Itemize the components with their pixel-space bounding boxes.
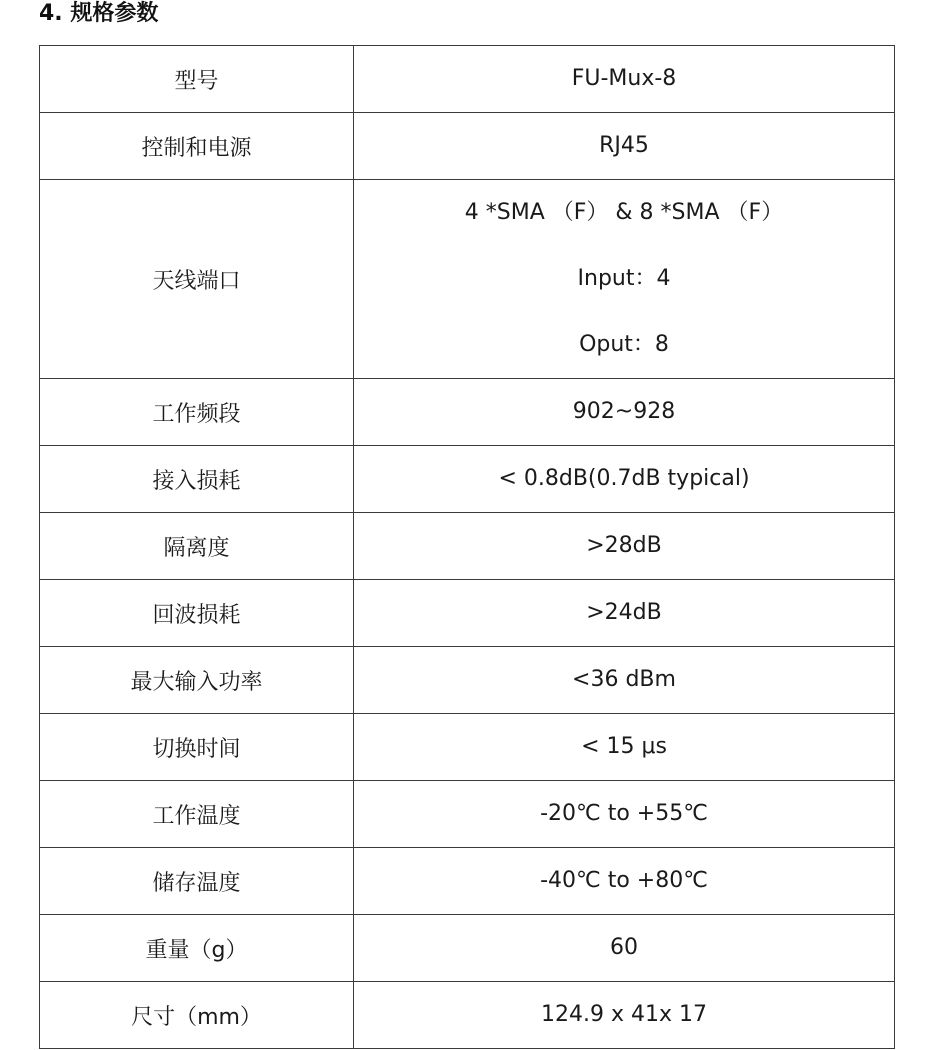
spec-value — [354, 647, 895, 714]
section-title: 4. 规格参数 — [39, 1, 159, 26]
spec-label: 最大输入功率 — [40, 647, 354, 714]
table-row — [40, 915, 895, 982]
spec-label: 隔离度 — [40, 513, 354, 580]
table-row — [40, 180, 895, 379]
spec-value-line: 4 *SMA （F） & 8 *SMA （F） — [464, 200, 784, 225]
spec-value — [354, 848, 895, 915]
table-row — [40, 781, 895, 848]
spec-value — [354, 180, 895, 379]
spec-label: 回波损耗 — [40, 580, 354, 647]
spec-value-line: FU-Mux-8 — [571, 66, 677, 91]
table-row — [40, 446, 895, 513]
spec-value — [354, 915, 895, 982]
table-row — [40, 848, 895, 915]
spec-value-line: >28dB — [586, 533, 662, 558]
spec-value — [354, 113, 895, 180]
spec-table — [39, 45, 895, 1049]
spec-value-line: <36 dBm — [572, 667, 676, 692]
spec-value — [354, 781, 895, 848]
table-row — [40, 113, 895, 180]
spec-value — [354, 446, 895, 513]
table-row — [40, 647, 895, 714]
spec-value-line: 124.9 x 41x 17 — [541, 1002, 707, 1027]
spec-label: 储存温度 — [40, 848, 354, 915]
spec-label: 接入损耗 — [40, 446, 354, 513]
spec-label: 重量（g） — [40, 915, 354, 982]
spec-value-line: < 0.8dB(0.7dB typical) — [498, 466, 750, 491]
spec-value-line: RJ45 — [599, 133, 649, 158]
spec-label: 控制和电源 — [40, 113, 354, 180]
table-row — [40, 46, 895, 113]
spec-label: 切换时间 — [40, 714, 354, 781]
spec-value — [354, 714, 895, 781]
spec-value-line: Oput：8 — [579, 332, 669, 357]
spec-value-line: 60 — [610, 935, 638, 960]
spec-label: 工作频段 — [40, 379, 354, 446]
table-row — [40, 379, 895, 446]
spec-label: 型号 — [40, 46, 354, 113]
spec-value-line: Input：4 — [577, 266, 671, 291]
spec-value — [354, 580, 895, 647]
spec-value-line: -40℃ to +80℃ — [540, 868, 708, 893]
table-row — [40, 580, 895, 647]
table-row — [40, 714, 895, 781]
table-row — [40, 513, 895, 580]
spec-value-line: -20℃ to +55℃ — [540, 801, 708, 826]
spec-value-line: 902~928 — [572, 399, 676, 424]
spec-label: 工作温度 — [40, 781, 354, 848]
spec-value-line: >24dB — [586, 600, 662, 625]
spec-label: 天线端口 — [40, 180, 354, 379]
spec-value-line: < 15 μs — [581, 734, 667, 759]
spec-value — [354, 513, 895, 580]
spec-value — [354, 379, 895, 446]
spec-value — [354, 46, 895, 113]
spec-label: 尺寸（mm） — [40, 982, 354, 1049]
table-row — [40, 982, 895, 1049]
spec-value — [354, 982, 895, 1049]
